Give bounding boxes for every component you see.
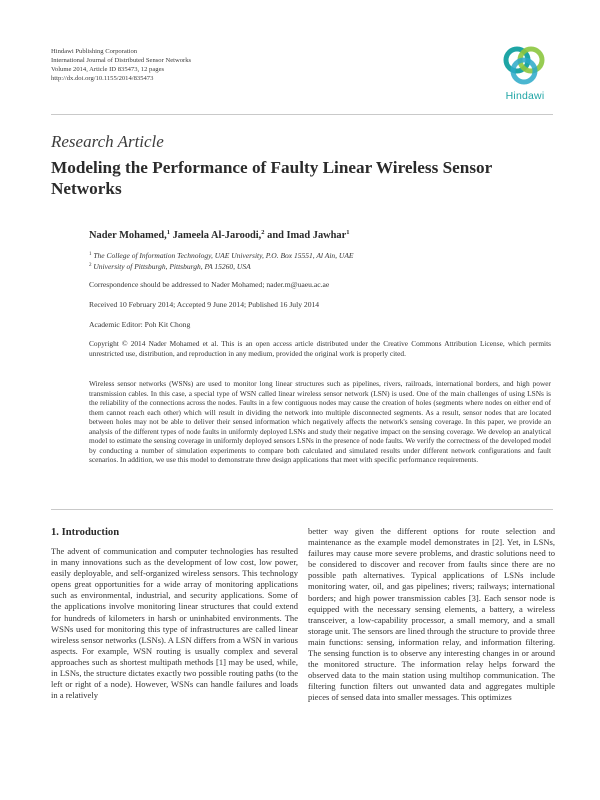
abstract-divider [51, 509, 553, 510]
affiliation-number: 1 [89, 252, 92, 257]
article-type: Research Article [51, 132, 164, 151]
affiliation-text: University of Pittsburgh, Pittsburgh, PA 15260, USA [93, 262, 251, 271]
author-name: and Imad Jawhar [264, 230, 347, 241]
affiliation-marker: 1 [166, 229, 170, 236]
affiliation-number: 2 [89, 263, 92, 268]
copyright-notice: Copyright © 2014 Nader Mohamed et al. This is an open access article distributed under the Creative Commons Attribution License, which permits unrestricted use, distribution, and reproduction in any medium, provided the original work is properly cited. [89, 339, 551, 358]
body-column-right [308, 526, 555, 704]
affiliation-1 [89, 251, 354, 260]
header-divider [51, 114, 553, 115]
academic-editor: Academic Editor: Poh Kit Chong [89, 320, 191, 329]
volume-line: Volume 2014, Article ID 835473, 12 pages [51, 66, 165, 73]
section-heading: 1. Introduction [51, 527, 120, 538]
journal-name: International Journal of Distributed Sensor Networks [51, 57, 192, 64]
affiliation-2 [89, 262, 251, 271]
publication-dates: Received 10 February 2014; Accepted 9 June 2014; Published 16 July 2014 [89, 300, 320, 309]
affiliation-marker: 1 [346, 229, 350, 236]
author-list [89, 229, 349, 241]
paragraph: The advent of communication and computer technologies has resulted in many innovations such as the development of low cost, low power, easily deployable, and self-organized wireless sensors. This technology opens great opportunities for a wide array of monitoring applications such as environmental, industrial, and security applications. Some of the applications involve monitoring linear structures that could extend for hundreds of kilometers in harsh or uninhabited environments. The WSNs used for monitoring this type of infrastructures are called linear wireless sensor networks (LSNs). A LSN differs from a WSN in various aspects. For example, WSN routing is usually complex and several approaches such as shortest multipath methods [1] may be used, while, in LSNs, the structure dictates exactly two possible routing paths (to the left or right of a node). However, WSNs can handle failures and loads in a relatively [51, 546, 298, 701]
logo-text: Hindawi [505, 90, 545, 102]
affiliation-marker: 2 [261, 229, 265, 236]
paragraph: better way given the different options for route selection and maintenance as the example model demonstrates in [2]. Yet, in LSNs, failures may cause more severe problems, and drastic solutions need to be considered to discover and recover from faults since there are no possible path alternatives. Typical applications of LSNs include monitoring water, oil, and gas pipelines; rivers; railways; international borders; and high power transmission cables [3]. Each sensor node is equipped with the necessary sensing elements, a battery, a wireless transceiver, a low-capability processor, a small memory, and a small storage unit. The sensors are lined through the structure to provide three main functions: sensing, information relay, and information filtering. The sensing function is to observe any interesting changes in or around the monitored structure. The information relay helps forward the observed data to the main station using multihop communication. The filtering function filters out unwanted data and aggregates multiple pieces of sensed data into smaller messages. This optimizes [308, 526, 555, 703]
publisher-line: Hindawi Publishing Corporation [51, 48, 138, 55]
doi-link[interactable]: http://dx.doi.org/10.1155/2014/835473 [51, 75, 154, 82]
hindawi-rings-icon [497, 41, 553, 89]
hindawi-logo [497, 41, 553, 103]
affiliation-text: The College of Information Technology, UAE University, P.O. Box 15551, Al Ain, UAE [93, 251, 354, 260]
body-column-left [51, 546, 298, 701]
journal-header [51, 47, 191, 83]
author-name: Nader Mohamed, [89, 230, 167, 241]
article-title: Modeling the Performance of Faulty Linear Wireless Sensor Networks [51, 158, 492, 198]
abstract: Wireless sensor networks (WSNs) are used to monitor long linear structures such as pipelines, rivers, railroads, international borders, and high power transmission cables. In this case, a special type of WSN called linear wireless sensor network (LSN) is used. One of the main challenges of using LSNs is the reliability of the connections across the nodes. Faults in a few contiguous nodes may cause the creation of holes (segments where nodes on either end of them cannot reach each other) which will result in dividing the network into multiple disconnected segments. As a result, sensor nodes that are located between holes may not be able to deliver their sensed information which negatively affects the network's sensing coverage. In this paper, we provide an analysis of the different types of node faults in uniformly deployed LSNs and study their negative impact on the sensing coverage. We develop an analytical model to estimate the sensing coverage in uniformly deployed sensors LSNs in the presence of node faults. We verify the correctness of the developed model by conducting a number of simulation experiments to compare both calculated and simulated results under different network configurations and fault scenarios. In addition, we use this model to demonstrate three design applications that meet with specific performance requirements. [89, 379, 551, 464]
correspondence: Correspondence should be addressed to Nader Mohamed; nader.m@uaeu.ac.ae [89, 280, 330, 289]
author-name: Jameela Al-Jaroodi, [169, 230, 262, 241]
